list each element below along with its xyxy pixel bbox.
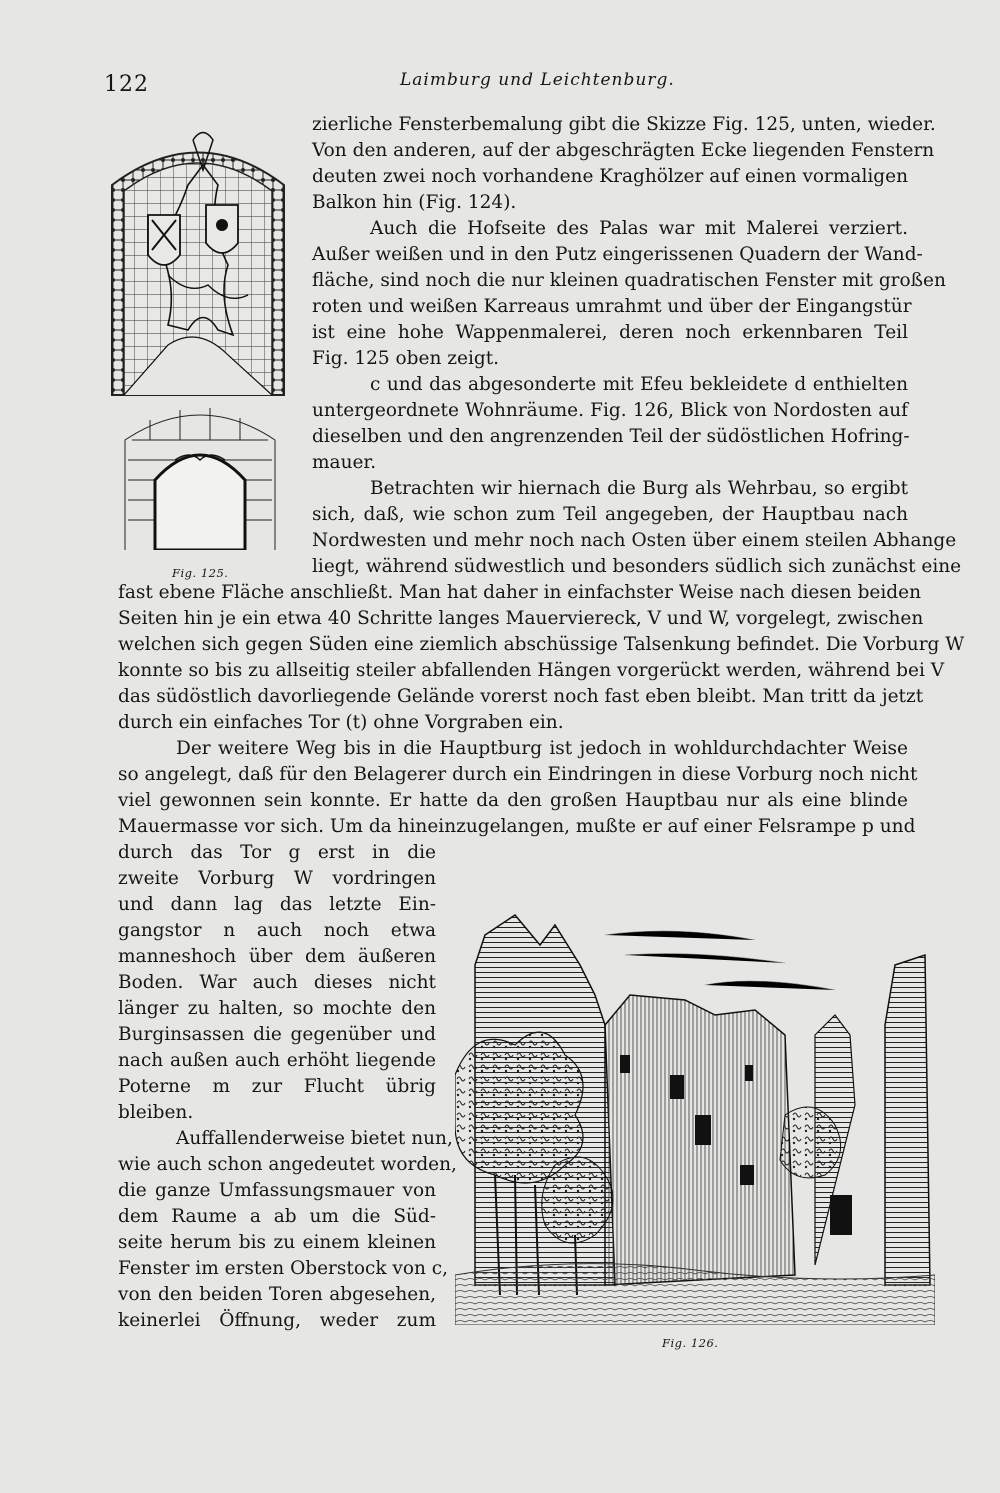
text-line: und dann lag das letzte Ein- <box>118 894 436 915</box>
text-line: wie auch schon angedeutet worden, <box>118 1154 457 1175</box>
text-line: manneshoch über dem äußeren <box>118 946 436 967</box>
text-line: länger zu halten, so mochte den <box>118 998 436 1019</box>
text-line: von den beiden Toren abgesehen, <box>118 1284 436 1305</box>
text-line: Seiten hin je ein etwa 40 Schritte langes Mauerviereck, V und W, vorgelegt, zwischen <box>118 608 924 629</box>
text-line: Der weitere Weg bis in die Hauptburg ist jedoch in wohldurchdachter Weise <box>176 738 908 759</box>
text-line: Außer weißen und in den Putz eingerissenen Quadern der Wand- <box>312 244 923 265</box>
text-line: gangstor n auch noch etwa <box>118 920 436 941</box>
text-line: untergeordnete Wohnräume. Fig. 126, Blick von Nordosten auf <box>312 400 908 421</box>
text-line: bleiben. <box>118 1102 194 1123</box>
fig126-caption: Fig. 126. <box>662 1336 719 1350</box>
text-line: durch das Tor g erst in die <box>118 842 436 863</box>
text-line: deuten zwei noch vorhandene Kraghölzer auf einen vormaligen <box>312 166 908 187</box>
text-line: zierliche Fensterbemalung gibt die Skizze Fig. 125, unten, wieder. <box>312 114 936 135</box>
text-line: fast ebene Fläche anschließt. Man hat daher in einfachster Weise nach diesen beiden <box>118 582 921 603</box>
text-line: roten und weißen Karreaus umrahmt und über der Eingangstür <box>312 296 912 317</box>
text-line: mauer. <box>312 452 377 473</box>
text-line: Betrachten wir hiernach die Burg als Wehrbau, so ergibt <box>370 478 908 499</box>
text-line: keinerlei Öffnung, weder zum <box>118 1310 436 1331</box>
page-number: 122 <box>104 72 149 97</box>
text-line: die ganze Umfassungsmauer von <box>118 1180 436 1201</box>
text-line: Boden. War auch dieses nicht <box>118 972 436 993</box>
text-line: Nordwesten und mehr noch nach Osten über einem steilen Abhange <box>312 530 957 551</box>
text-line: konnte so bis zu allseitig steiler abfallenden Hängen vorgerückt werden, während bei V <box>118 660 945 681</box>
fig125-heraldic-painting <box>108 125 288 400</box>
text-line: dieselben und den angrenzenden Teil der südöstlichen Hofring- <box>312 426 910 447</box>
text-line: welchen sich gegen Süden eine ziemlich abschüssige Talsenkung befindet. Die Vorburg W <box>118 634 965 655</box>
text-line: zweite Vorburg W vordringen <box>118 868 436 889</box>
text-line: Poterne m zur Flucht übrig <box>118 1076 436 1097</box>
text-line: ist eine hohe Wappenmalerei, deren noch erkennbaren Teil <box>312 322 908 343</box>
text-line: durch ein einfaches Tor (t) ohne Vorgraben ein. <box>118 712 564 733</box>
text-line: fläche, sind noch die nur kleinen quadratischen Fenster mit großen <box>312 270 946 291</box>
fig125-arched-window <box>120 400 280 550</box>
text-line: Balkon hin (Fig. 124). <box>312 192 517 213</box>
text-line: so angelegt, daß für den Belagerer durch ein Eindringen in diese Vorburg noch nicht <box>118 764 918 785</box>
text-line: Mauermasse vor sich. Um da hineinzugelangen, mußte er auf einer Felsrampe p und <box>118 816 916 837</box>
text-line: Von den anderen, auf der abgeschrägten Ecke liegenden Fenstern <box>312 140 935 161</box>
text-line: dem Raume a ab um die Süd- <box>118 1206 436 1227</box>
text-line: Fenster im ersten Oberstock von c, <box>118 1258 449 1279</box>
text-line: liegt, während südwestlich und besonders südlich sich zunächst eine <box>312 556 962 577</box>
text-line: seite herum bis zu einem kleinen <box>118 1232 436 1253</box>
text-line: Burginsassen die gegenüber und <box>118 1024 436 1045</box>
fig125-caption: Fig. 125. <box>172 566 229 580</box>
text-line: das südöstlich davorliegende Gelände vorerst noch fast eben bleibt. Man tritt da jetzt <box>118 686 924 707</box>
text-line: Auffallenderweise bietet nun, <box>176 1128 453 1149</box>
text-line: nach außen auch erhöht liegende <box>118 1050 436 1071</box>
running-title: Laimburg und Leichtenburg. <box>400 70 675 90</box>
text-line: c und das abgesonderte mit Efeu bekleidete d enthielten <box>370 374 908 395</box>
fig126-castle-ruins <box>455 905 935 1325</box>
text-line: sich, daß, wie schon zum Teil angegeben, der Hauptbau nach <box>312 504 908 525</box>
text-line: Auch die Hofseite des Palas war mit Malerei verziert. <box>370 218 908 239</box>
text-line: Fig. 125 oben zeigt. <box>312 348 500 369</box>
text-line: viel gewonnen sein konnte. Er hatte da den großen Hauptbau nur als eine blinde <box>118 790 908 811</box>
